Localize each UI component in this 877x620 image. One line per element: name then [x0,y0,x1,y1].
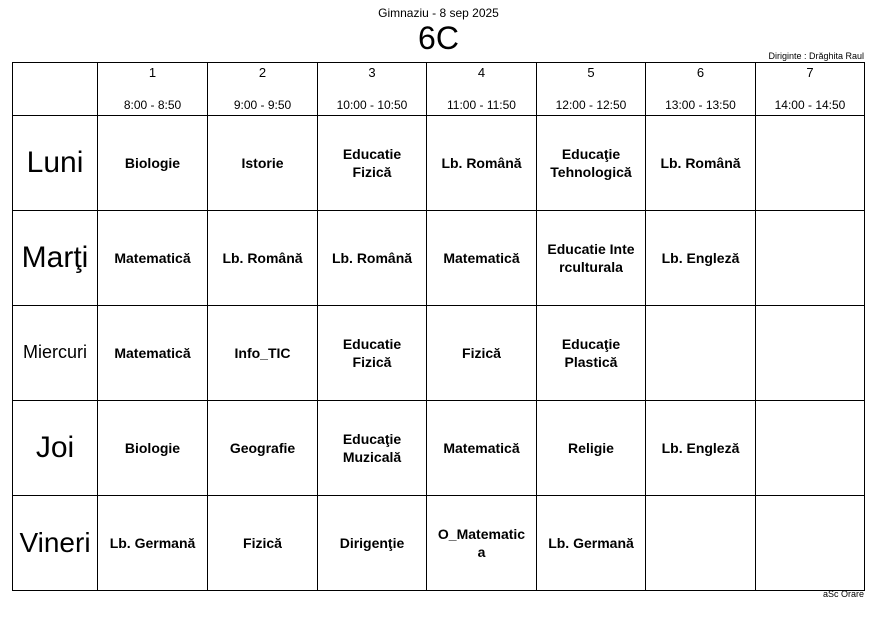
lesson-cell [318,306,427,401]
lesson-name: Lb. Română [331,250,413,266]
lesson-cell [98,306,208,401]
period-number: 1 [148,65,157,80]
lesson-cell [646,496,756,591]
lesson-name: Lb. Germană [109,535,196,551]
lesson-cell [756,306,865,401]
day-row-luni [13,116,865,211]
lesson-cell [427,496,537,591]
lesson-name: Educaţie Muzicală [342,431,402,465]
lesson-name: Educaţie Tehnologică [550,146,632,180]
lesson-name: Biologie [124,155,181,171]
lesson-cell [427,401,537,496]
lesson-cell [208,116,318,211]
lesson-name: O_Matematica [437,526,526,560]
period-number: 3 [368,65,376,80]
lesson-name: Dirigenţie [339,535,405,551]
day-label [13,496,98,591]
lesson-cell [537,496,646,591]
day-label [13,306,98,401]
lesson-name: Lb. Română [441,155,522,171]
period-number: 6 [696,65,705,80]
day-row-miercuri [13,306,865,401]
lesson-cell [208,211,318,306]
period-header [98,63,208,116]
period-time: 14:00 - 14:50 [774,98,846,112]
period-number: 2 [258,65,267,80]
lesson-name: Matematică [443,250,520,266]
lesson-name: Biologie [124,440,181,456]
school-date-subtitle: Gimnaziu - 8 sep 2025 [378,6,499,20]
day-row-joi [13,401,865,496]
lesson-cell [427,116,537,211]
day-name: Miercuri [22,342,87,362]
lesson-name: Matematică [114,345,191,361]
lesson-name: Fizică [462,345,501,361]
lesson-cell [208,496,318,591]
lesson-name: Fizică [243,535,282,551]
lesson-name: Educatie Fizică [342,336,402,370]
corner-cell [13,63,98,116]
lesson-cell [427,306,537,401]
period-time: 13:00 - 13:50 [665,98,736,112]
period-time: 11:00 - 11:50 [447,98,516,112]
lesson-cell [537,211,646,306]
lesson-name: Lb. Engleză [661,250,740,266]
lesson-name: Matematică [443,440,520,456]
period-number: 5 [587,65,595,80]
lesson-cell [537,116,646,211]
day-row-marti [13,211,865,306]
lesson-name: Lb. Română [222,250,303,266]
day-label [13,401,98,496]
lesson-cell [208,401,318,496]
lesson-name: Info_TIC [234,345,291,361]
period-header [427,63,537,116]
day-label [13,211,98,306]
lesson-cell [98,116,208,211]
lesson-name: Educaţie Plastică [561,336,621,370]
lesson-name: Lb. Engleză [661,440,740,456]
lesson-cell [98,211,208,306]
lesson-cell [646,211,756,306]
lesson-name: Lb. Germană [548,535,634,551]
lesson-cell [318,496,427,591]
day-row-vineri [13,496,865,591]
lesson-cell [537,401,646,496]
lesson-cell [756,401,865,496]
period-number: 4 [477,65,486,80]
lesson-cell [98,496,208,591]
lesson-cell [318,116,427,211]
period-header [537,63,646,116]
lesson-cell [318,401,427,496]
period-header [318,63,427,116]
lesson-cell [756,496,865,591]
lesson-cell [646,401,756,496]
lesson-name: Istorie [241,155,284,171]
period-number: 7 [806,65,814,80]
lesson-cell [646,306,756,401]
day-name: Luni [26,146,84,179]
class-title: 6C [418,20,459,56]
footer-credit: aSc Orare [822,589,864,599]
period-header [756,63,865,116]
day-name: Marţi [21,241,89,274]
timetable [12,62,865,591]
lesson-cell [537,306,646,401]
period-header [208,63,318,116]
day-name: Vineri [19,527,91,558]
period-time: 9:00 - 9:50 [233,98,292,112]
lesson-cell [98,401,208,496]
period-time: 8:00 - 8:50 [123,98,182,112]
lesson-name: Geografie [229,440,296,456]
lesson-cell [756,211,865,306]
lesson-name: Educatie Interculturala [547,241,635,275]
class-teacher: Diriginte : Drăghita Raul [768,51,864,61]
period-header [646,63,756,116]
lesson-cell [318,211,427,306]
lesson-name: Religie [568,440,614,456]
day-name: Joi [35,431,75,464]
day-label [13,116,98,211]
lesson-cell [646,116,756,211]
lesson-cell [756,116,865,211]
lesson-cell [208,306,318,401]
lesson-name: Matematică [114,250,191,266]
lesson-cell [427,211,537,306]
lesson-name: Educatie Fizică [342,146,402,180]
period-header-row [13,63,865,116]
lesson-name: Lb. Română [660,155,741,171]
period-time: 12:00 - 12:50 [555,98,627,112]
period-time: 10:00 - 10:50 [336,98,408,112]
